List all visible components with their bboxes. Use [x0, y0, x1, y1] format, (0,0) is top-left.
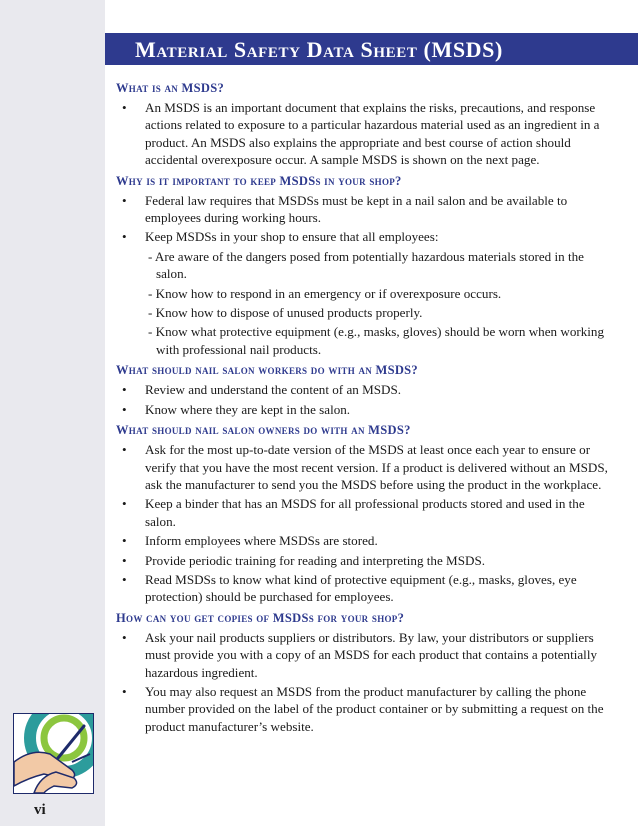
bullet-text: Inform employees where MSDSs are stored. — [145, 533, 378, 549]
section — [116, 80, 616, 169]
left-margin-strip — [0, 0, 105, 826]
bullet-text: Know where they are kept in the salon. — [145, 401, 351, 417]
bullet-item — [116, 441, 616, 493]
section-heading: What is an MSDS? — [116, 81, 224, 95]
bullet-dot-icon: • — [122, 382, 127, 398]
bullet-text: Read MSDSs to know what kind of protective equipment (e.g., masks, gloves, eye protection) should be purchased for employees. — [145, 571, 577, 605]
bullet-dot-icon: • — [122, 571, 127, 587]
bullet-item — [116, 552, 616, 569]
bullet-item — [116, 401, 616, 418]
sub-item: - Know how to respond in an emergency or if overexposure occurs. — [148, 285, 502, 301]
page-number: vi — [34, 802, 46, 818]
bullet-item — [116, 99, 616, 169]
bullet-dot-icon: • — [122, 100, 127, 115]
bullet-text: Provide periodic training for reading and interpreting the MSDS. — [145, 552, 485, 568]
sub-item: - Know how to dispose of unused products properly. — [148, 305, 423, 321]
section-heading: How can you get copies of MSDSs for your shop? — [116, 610, 405, 625]
bullet-text: Review and understand the content of an MSDS. — [145, 382, 402, 398]
section — [116, 610, 616, 735]
bullet-item — [116, 192, 616, 227]
bullet-text: You may also request an MSDS from the product manufacturer by calling the phone number provided on the label of the product container or by submitting a request on the product manufacturer’s website. — [145, 683, 604, 734]
section-heading: What should nail salon owners do with an MSDS? — [116, 423, 411, 438]
section-heading: Why is it important to keep MSDSs in your shop? — [116, 173, 402, 188]
page-title: Material Safety Data Sheet (MSDS) — [135, 37, 503, 62]
bullet-item — [116, 495, 616, 530]
bullet-item — [116, 381, 616, 398]
bullet-dot-icon: • — [122, 683, 127, 699]
bullet-dot-icon: • — [122, 192, 127, 208]
bullet-text: Federal law requires that MSDSs must be kept in a nail salon and be available to employees during working hours. — [145, 192, 568, 226]
bullet-text: Keep a binder that has an MSDS for all professional products stored and used in the salon. — [145, 496, 585, 529]
bullet-item — [116, 683, 616, 735]
section — [116, 422, 616, 606]
bullet-dot-icon: • — [122, 629, 127, 645]
bullet-dot-icon: • — [122, 533, 127, 549]
bullet-dot-icon: • — [122, 229, 127, 245]
document-body — [116, 80, 616, 739]
bullet-text: An MSDS is an important document that explains the risks, precautions, and response actions related to exposure to a particular hazardous material used as an ingredient in a product. An MSDS also explains the appropriate and best course of action should accidental overexposure occur. A sample MSDS is shown on the next page. — [145, 100, 600, 168]
sub-item: - Are aware of the dangers posed from potentially hazardous materials stored in the salon. — [148, 248, 584, 282]
bullet-item — [116, 532, 616, 549]
bullet-text: Ask your nail products suppliers or distributors. By law, your distributors or suppliers must provide you with a copy of an MSDS for each product that contains a potentially hazardous ingredient. — [145, 629, 598, 680]
bullet-item — [116, 629, 616, 681]
bullet-item — [116, 571, 616, 606]
nail-care-illustration-icon — [13, 713, 94, 794]
section — [116, 362, 616, 418]
bullet-dot-icon: • — [122, 442, 127, 458]
bullet-text: Keep MSDSs in your shop to ensure that all employees: — [145, 229, 439, 245]
bullet-item — [116, 228, 616, 245]
section-heading: What should nail salon workers do with an MSDS? — [116, 363, 418, 378]
bullet-dot-icon: • — [122, 401, 127, 417]
sub-item: - Know what protective equipment (e.g., masks, gloves) should be worn when working with professional nail products. — [148, 324, 605, 357]
bullet-dot-icon: • — [122, 552, 127, 568]
bullet-text: Ask for the most up-to-date version of the MSDS at least once each year to ensure or verify that you have the most recent version. If a product is delivered without an MSDS, ask the manufacturer to send you the MSDS before using the product in the workplace. — [145, 442, 608, 492]
bullet-dot-icon: • — [122, 496, 127, 512]
section — [116, 173, 616, 359]
